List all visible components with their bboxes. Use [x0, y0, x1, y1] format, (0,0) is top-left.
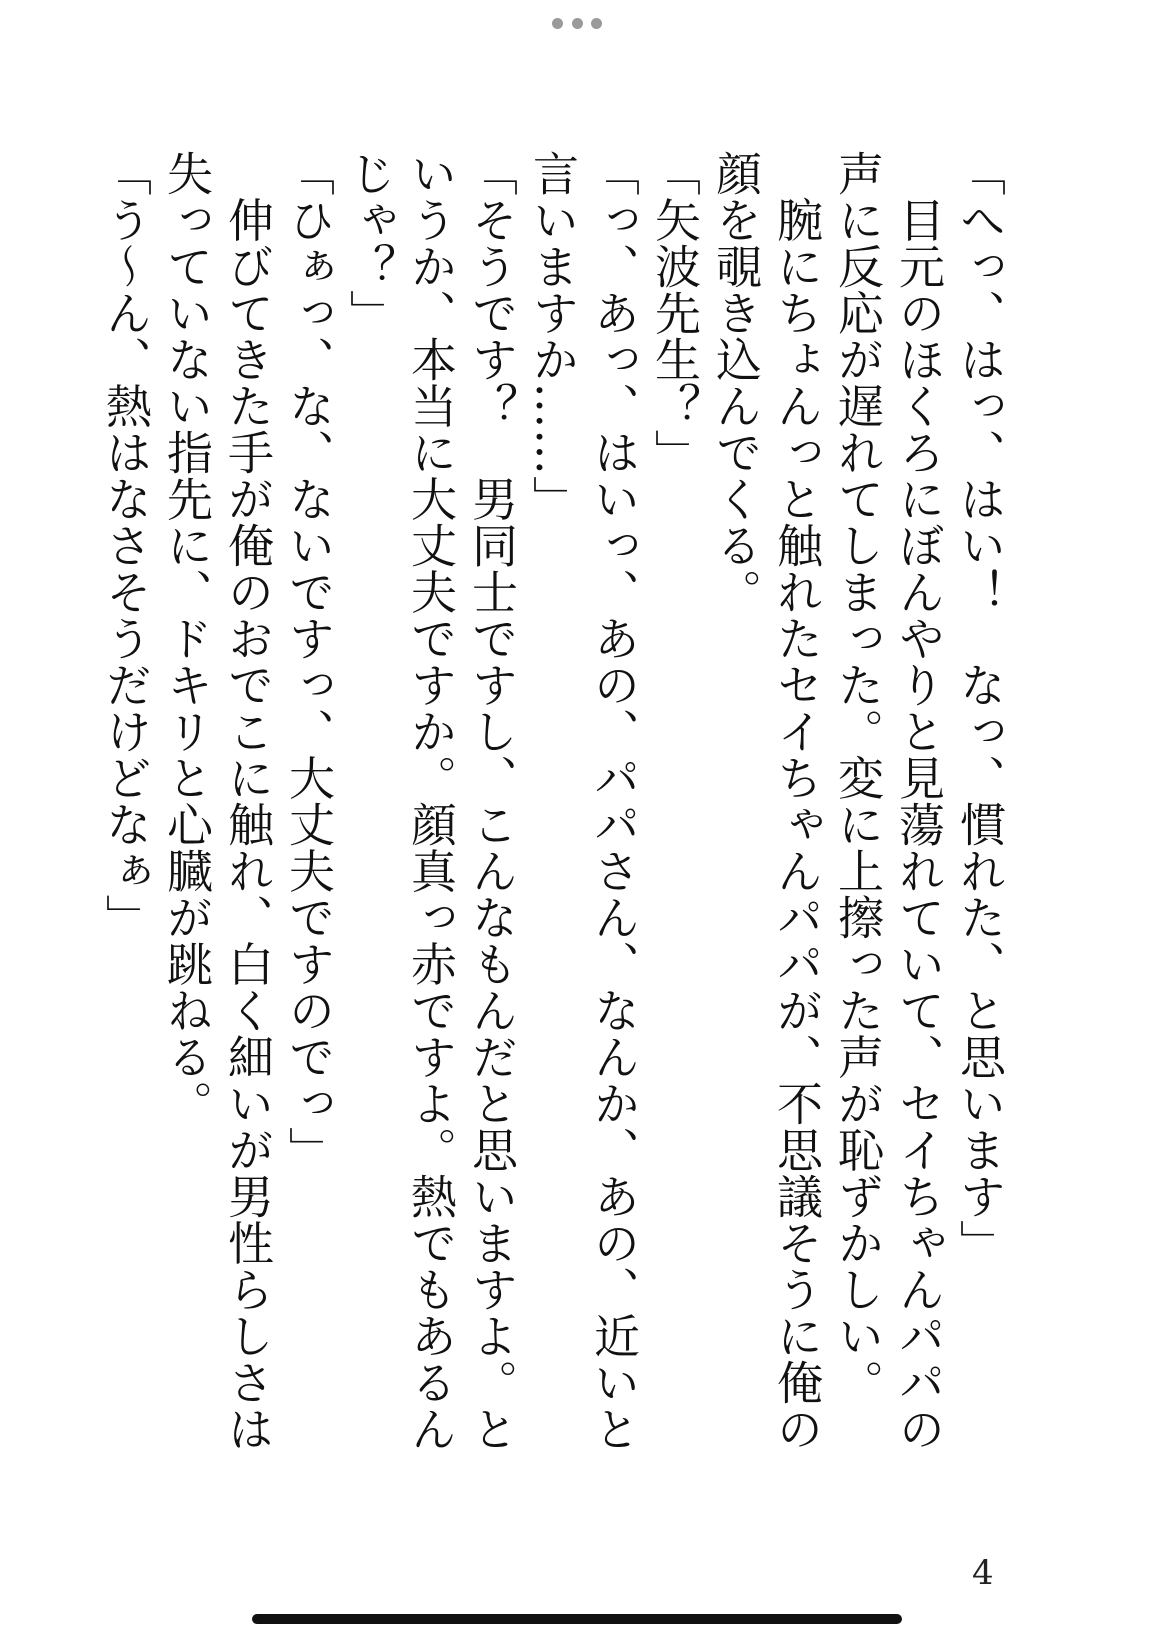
menu-dot — [572, 18, 583, 29]
home-indicator-bar[interactable] — [252, 1614, 902, 1624]
paragraph: 「う～ん、熱はなさそうだけどなぁ」 — [99, 150, 153, 941]
book-page-text[interactable] — [99, 150, 1010, 1480]
paragraph: 腕にちょんっと触れたセイちゃんパパが、不思議そうに俺の顔を覗き込んでくる。 — [709, 150, 824, 1452]
paragraph: 「そうです？ 男同士ですし、こんなもんだと思いますよ。というか、本当に大丈夫ですか。顔真っ赤ですよ。熱でもあるんじゃ？」 — [343, 150, 519, 1452]
paragraph: 「ひぁっ、な、ないですっ、大丈夫ですのでっ」 — [282, 150, 336, 1173]
paragraph: 「へっ、はっ、はい！ なっ、慣れた、と思います」 — [953, 150, 1007, 1266]
more-options-icon[interactable] — [552, 16, 602, 30]
paragraph: 「っ、あっ、はいっ、あの、パパさん、なんか、あの、近いと言いますか……」 — [526, 150, 641, 1452]
menu-dot — [591, 18, 602, 29]
paragraph: 「矢波先生？」 — [648, 150, 702, 476]
menu-dot — [552, 18, 563, 29]
page-number: 4 — [972, 1553, 994, 1593]
paragraph: 目元のほくろにぼんやりと見蕩れていて、セイちゃんパパの声に反応が遅れてしまった。変に上擦った声が恥ずかしい。 — [831, 150, 946, 1452]
paragraph: 伸びてきた手が俺のおでこに触れ、白く細いが男性らしさは失っていない指先に、ドキリと心臓が跳ねる。 — [160, 150, 275, 1452]
